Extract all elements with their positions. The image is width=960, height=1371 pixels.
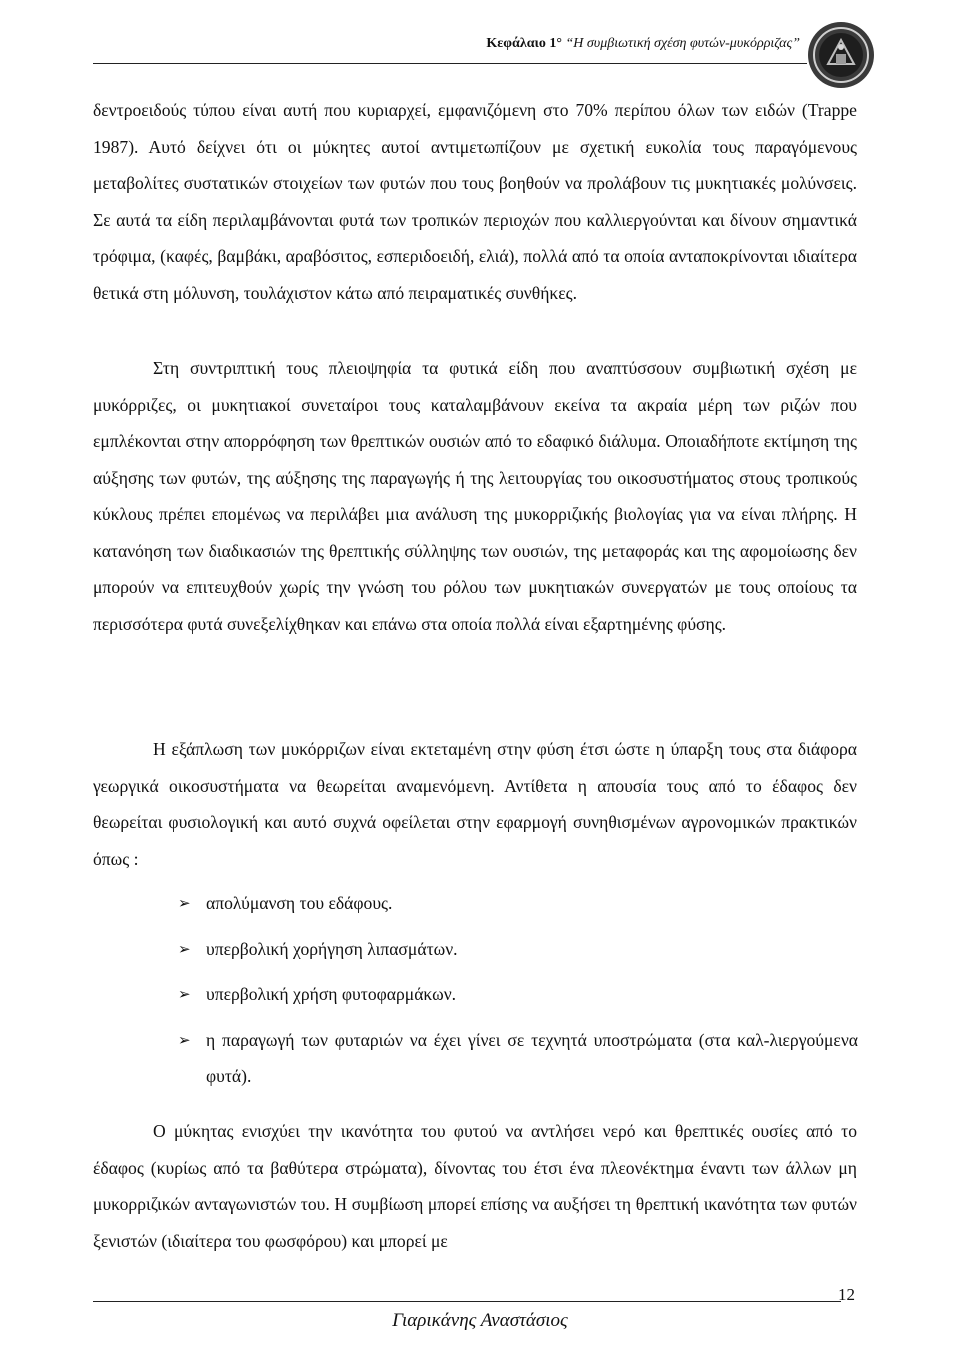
paragraph-4 <box>93 1113 857 1259</box>
list-item-text: απολύμανση του εδάφους. <box>206 893 393 913</box>
paragraph-3 <box>93 731 857 877</box>
list-item <box>178 1022 858 1095</box>
list-item-text: η παραγωγή των φυταριών να έχει γίνει σε τεχνητά υποστρώματα (στα καλ-λιεργούμενα φυτά). <box>206 1029 858 1086</box>
paragraph-2 <box>93 350 857 642</box>
list-item <box>178 976 858 1013</box>
page-header <box>0 36 800 52</box>
paragraph-text: δεντροειδούς τύπου είναι αυτή που κυριαρχεί, εμφανιζόμενη στο 70% περίπου όλων των ειδών (Trappe 1987). Αυτό δείχνει ότι οι μύκητες αυτοί αντιμετωπίζουν με σχετική ευκολία τους παραγόμενους μεταβολίτες συστατικών στοιχείων των φυτών που τους βοηθούν να προλάβουν τις μυκητιακές μολύνσεις. Σε αυτά τα είδη περιλαμβάνονται φυτά των τροπικών περιοχών που καλλιεργούνται και δίνουν σημαντικά τρόφιμα, (καφές, βαμβάκι, αραβόσιτος, εσπεριδοειδή, ελιά), πολλά από τα οποία ανταποκρίνονται ιδιαίτερα θετικά στη μόλυνση, τουλάχιστον κάτω από πειραματικές συνθήκες. <box>93 100 857 303</box>
list-item-text: υπερβολική χρήση φυτοφαρμάκων. <box>206 984 457 1004</box>
arrow-bullet-icon: ➢ <box>178 985 191 1003</box>
arrow-bullet-icon: ➢ <box>178 939 191 958</box>
chapter-label: Κεφάλαιο 1° <box>486 36 562 51</box>
bullet-list <box>178 885 858 1104</box>
chapter-title: “Η συμβιωτική σχέση φυτών-μυκόρριζας” <box>565 36 800 51</box>
arrow-bullet-icon: ➢ <box>178 894 191 912</box>
arrow-bullet-icon: ➢ <box>178 1030 191 1049</box>
header-divider <box>93 63 807 64</box>
university-seal-logo <box>806 20 876 90</box>
footer-author: Γιαρικάνης Αναστάσιος <box>392 1310 568 1331</box>
list-item <box>178 885 858 922</box>
paragraph-1 <box>93 92 857 311</box>
page-number: 12 <box>838 1285 855 1304</box>
list-item-text: υπερβολική χορήγηση λιπασμάτων. <box>206 938 458 959</box>
footer-divider <box>93 1301 841 1302</box>
paragraph-text: Η εξάπλωση των μυκόρριζων είναι εκτεταμένη στην φύση έτσι ώστε η ύπαρξη τους στα διάφορα γεωργικά οικοσυστήματα να θεωρείται αναμενόμενη. Αντίθετα η απουσία τους από το έδαφος δεν θεωρείται φυσιολογική και αυτό συχνά οφείλεται στην εφαρμογή συνηθισμένων αγρονομικών πρακτικών όπως : <box>93 739 857 869</box>
paragraph-text: Στη συντριπτική τους πλειοψηφία τα φυτικά είδη που αναπτύσσουν συμβιωτική σχέση με μυκόρριζες, οι μυκητιακοί συνεταίροι τους καταλαμβάνουν εκείνα τα ακραία μέρη των ριζών που εμπλέκονται στην απορρόφηση των θρεπτικών ουσιών από το εδαφικό διάλυμα. Οποιαδήποτε εκτίμηση της αύξησης των φυτών, της αύξησης της παραγωγής ή της λειτουργίας του οικοσυστήματος στους τροπικούς κύκλους πρέπει επομένως να περιλάβει μια ανάλυση της μυκορριζικής βιολογίας για να είναι πλήρης. Η κατανόηση των διαδικασιών της θρεπτικής σύλληψης των ουσιών, της μεταφοράς και της αφομοίωσης δεν μπορούν να επιτευχθούν χωρίς την γνώση του ρόλου των μυκητιακών συνεργατών με τους οποίους τα περισσότερα φυτά συνεξελίχθηκαν και επάνω στα οποία πολλά είναι εξαρτημένης φύσης. <box>93 358 857 634</box>
paragraph-text: Ο μύκητας ενισχύει την ικανότητα του φυτού να αντλήσει νερό και θρεπτικές ουσίες από το έδαφος (κυρίως από τα βαθύτερα στρώματα), δίνοντας του έτσι ένα πλεονέκτημα έναντι των άλλων μη μυκορριζικών ανταγωνιστών του. Η συμβίωση μπορεί επίσης να αυξήσει τη θρεπτική ικανότητα των φυτών ξενιστών (ιδιαίτερα του φωσφόρου) και μπορεί με <box>93 1121 857 1251</box>
list-item <box>178 931 858 968</box>
